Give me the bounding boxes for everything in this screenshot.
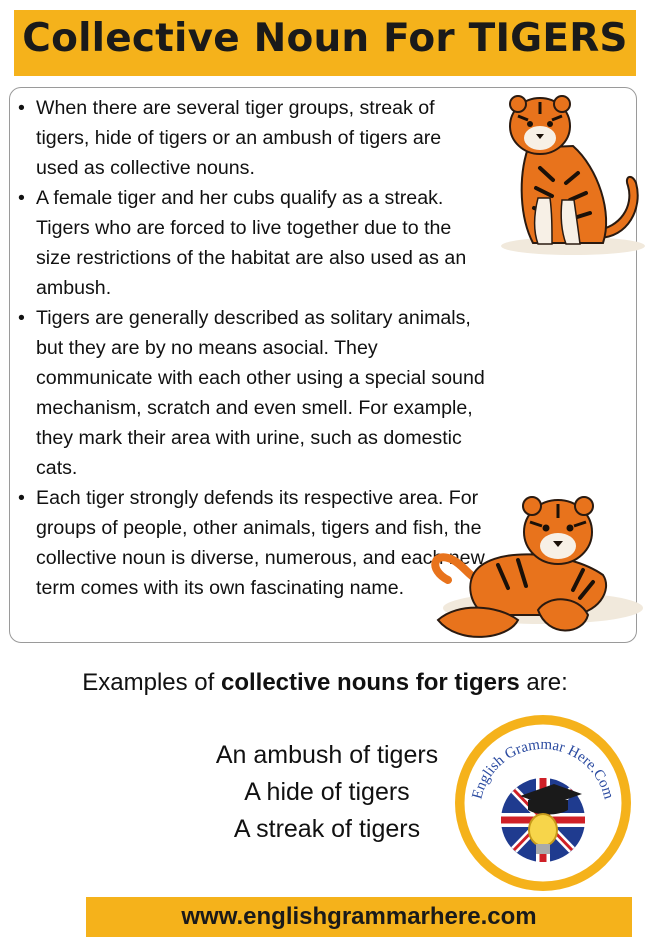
english-grammar-here-logo: [452, 712, 634, 894]
examples-list: [196, 737, 458, 848]
fact-item: • When there are several tiger groups, streak of tigers, hide of tigers or an ambush of tigers are used as collective nouns.: [18, 93, 488, 183]
fact-item: • Tigers are generally described as solitary animals, but they are by no means asocial. They communicate with each other using a special sound mechanism, scratch and even smell. For example, they mark their area with urine, such as domestic cats.: [18, 303, 488, 483]
fact-item: • A female tiger and her cubs qualify as a streak. Tigers who are forced to live together due to the size restrictions of the habitat are also used as an ambush.: [18, 183, 488, 303]
examples-intro: [0, 669, 650, 697]
examples-intro-prefix: Examples of: [82, 669, 221, 696]
examples-intro-suffix: are:: [519, 669, 568, 696]
sitting-tiger-illustration: [478, 88, 648, 263]
example-item: An ambush of tigers: [215, 741, 439, 769]
example-item: A streak of tigers: [233, 815, 421, 843]
example-item: A hide of tigers: [244, 778, 410, 806]
lying-tiger-illustration: [418, 490, 648, 650]
title-banner: [14, 10, 636, 76]
page-title: Collective Noun For TIGERS: [22, 16, 628, 61]
logo-text-path: English Grammar Here.Com: [469, 736, 617, 801]
examples-intro-bold: collective nouns for tigers: [220, 669, 520, 696]
website-url: www.englishgrammarhere.com: [181, 903, 537, 930]
footer-banner: [86, 897, 632, 937]
fact-item: • Each tiger strongly defends its respective area. For groups of people, other animals, tigers and fish, the collective noun is diverse, numerous, and each new term comes with its own fascinating name.: [18, 483, 488, 603]
